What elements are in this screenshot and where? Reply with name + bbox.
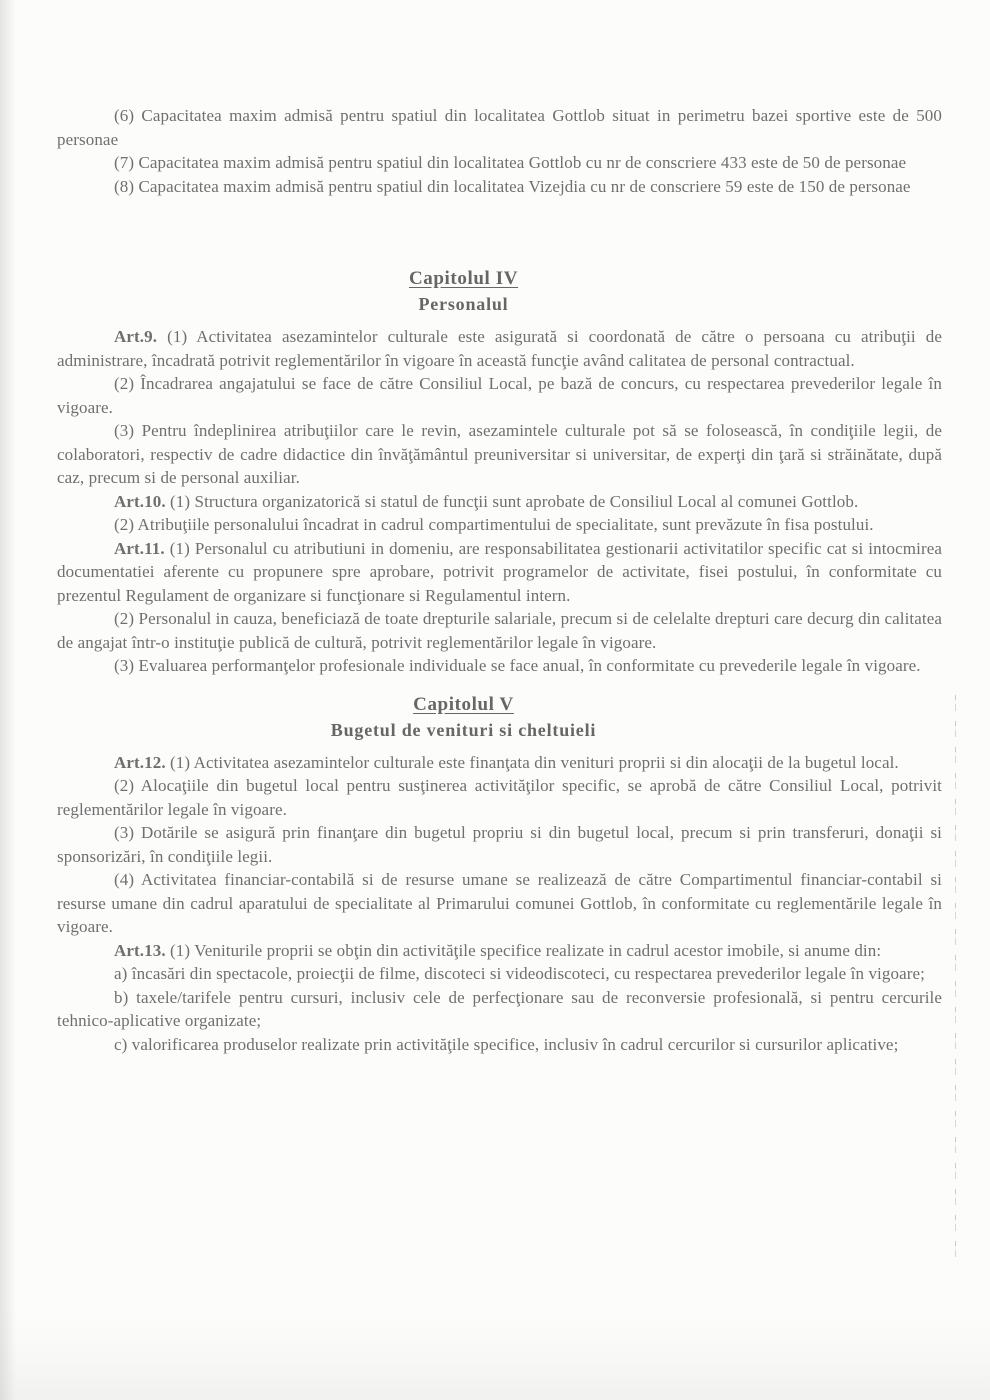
article-label: Art.13. [114,940,166,960]
paragraph-text: (1) Activitatea asezamintelor culturale este finanţata din venituri proprii si din alocaţii de la bugetul local. [165,752,899,772]
paragraph-text: (7) Capacitatea maxim admisă pentru spatiul din localitatea Gottlob cu nr de conscriere 433 este de 50 de personae [114,153,907,172]
scan-left-shadow [0,0,16,1400]
article-label: Art.10. [114,491,166,511]
paragraph-art13-b [57,986,942,1033]
paragraph-text: (2) Personalul in cauza, beneficiază de toate drepturile salariale, precum si de celelalte drepturi care decurg din calitatea de angajat într-o instituţie publică de cultură, potrivit reglementărilor legale în vigoare. [57,609,942,652]
scan-artifact-line [955,695,956,1265]
paragraph-text: a) încasări din spectacole, proiecţii de filme, discoteci si videodiscoteci, cu respectarea prevederilor legale în vigoare; [114,964,925,983]
paragraph-art11-1 [57,537,942,608]
section-chapter-5 [57,692,942,1057]
paragraph-7 [57,151,942,175]
paragraph-text: (6) Capacitatea maxim admisă pentru spatiul din localitatea Gottlob situat in perimetru bazei sportive este de 500 personae [57,106,942,149]
paragraph-art12-4 [57,868,942,939]
paragraph-art13-1 [57,939,942,963]
paragraph-art11-2 [57,607,942,654]
paragraph-text: c) valorificarea produselor realizate prin activităţile specifice, inclusiv în cadrul cercurilor si cursurilor aplicative; [114,1034,899,1054]
paragraph-art12-3 [57,821,942,868]
paragraph-art12-1 [57,751,942,775]
chapter-heading-4 [21,266,906,317]
paragraph-text: (3) Dotările se asigură prin finanţare din bugetul propriu si din bugetul local, precum si prin transferuri, donaţii si sponsorizări, în condiţiile legii. [57,823,942,866]
section-chapter-4 [57,266,942,678]
paragraph-text: (2) Atribuţiile personalului încadrat in cadrul compartimentului de specialitate, sunt prevăzute în fisa postului. [114,515,874,534]
scan-bottom-shadow [0,1310,990,1400]
chapter-heading-5 [21,692,906,743]
paragraph-art13-a [57,962,942,986]
paragraph-art9-3 [57,419,942,490]
paragraph-text: (1) Personalul cu atributiuni in domeniu, are responsabilitatea gestionarii activitatilor specific cat si intocmirea documentatiei aferente cu propunere spre aprobare, potrivit programelor de activitate, fisei postului, în conformitate cu prezentul Regulament de organizare si funcţionare si Regulamentul intern. [57,538,942,605]
paragraph-6 [57,104,942,151]
paragraph-8 [57,175,942,199]
paragraph-text: (2) Alocaţiile din bugetul local pentru susţinerea activităţilor specific, se aprobă de către Consiliul Local, potrivit reglementărilor legale în vigoare. [57,776,942,819]
paragraph-text: (3) Pentru îndeplinirea atribuţiilor care le revin, asezamintele culturale pot să se folosească, în condiţiile legii, de colaboratori, respectiv de cadre didactice din învăţământul preuniversitar si universitar, de experţi din ţară si străinătate, după caz, precum si de personal auxiliar. [57,421,942,487]
paragraph-art10-1 [57,490,942,514]
paragraph-text: (1) Structura organizatorică si statul de funcţii sunt aprobate de Consiliul Local al comunei Gottlob. [165,491,859,511]
paragraph-text: (2) Încadrarea angajatului se face de către Consiliul Local, pe bază de concurs, cu respectarea prevederilor legale în vigoare. [57,374,942,417]
paragraph-art9-2 [57,372,942,419]
chapter-subtitle: Personalul [418,294,509,314]
chapter-title: Capitolul V [413,693,514,715]
paragraph-text: b) taxele/tarifele pentru cursuri, inclusiv cele de perfecţionare sau de reconversie profesională, si pentru cercurile tehnico-aplicative organizate; [57,987,942,1030]
paragraph-art10-2 [57,513,942,537]
paragraph-text: (3) Evaluarea performanţelor profesionale individuale se face anual, în conformitate cu prevederile legale în vigoare. [114,656,921,675]
paragraph-text: (8) Capacitatea maxim admisă pentru spatiul din localitatea Vizejdia cu nr de conscriere 59 este de 150 de personae [114,176,911,196]
chapter-subtitle: Bugetul de venituri si cheltuieli [330,719,597,740]
paragraph-text: (1) Veniturile proprii se obţin din activităţile specifice realizate in cadrul acestor imobile, si anume din: [165,940,882,960]
paragraph-art11-3 [57,654,942,678]
chapter-title: Capitolul IV [408,268,519,289]
paragraph-text: (4) Activitatea financiar-contabilă si de resurse umane se realizează de către Compartimentul financiar-contabil si resurse umane din cadrul aparatului de specialitate al Primarului comunei Gottlob, în conformitate cu reglementările legale în vigoare. [57,870,942,936]
article-label: Art.11. [114,538,165,558]
paragraph-art13-c [57,1033,942,1057]
paragraph-art12-2 [57,774,942,821]
paragraph-art9-1 [57,325,942,372]
document-content [57,104,942,1056]
paragraph-text: (1) Activitatea asezamintelor culturale este asigurată si coordonată de către o persoana cu atribuţii de administrare, încadrată potrivit reglementărilor în vigoare în această funcţie având calitatea de personal contractual. [57,327,942,370]
article-label: Art.12. [114,752,166,772]
section-capacity [57,104,942,198]
article-label: Art.9. [114,327,158,346]
